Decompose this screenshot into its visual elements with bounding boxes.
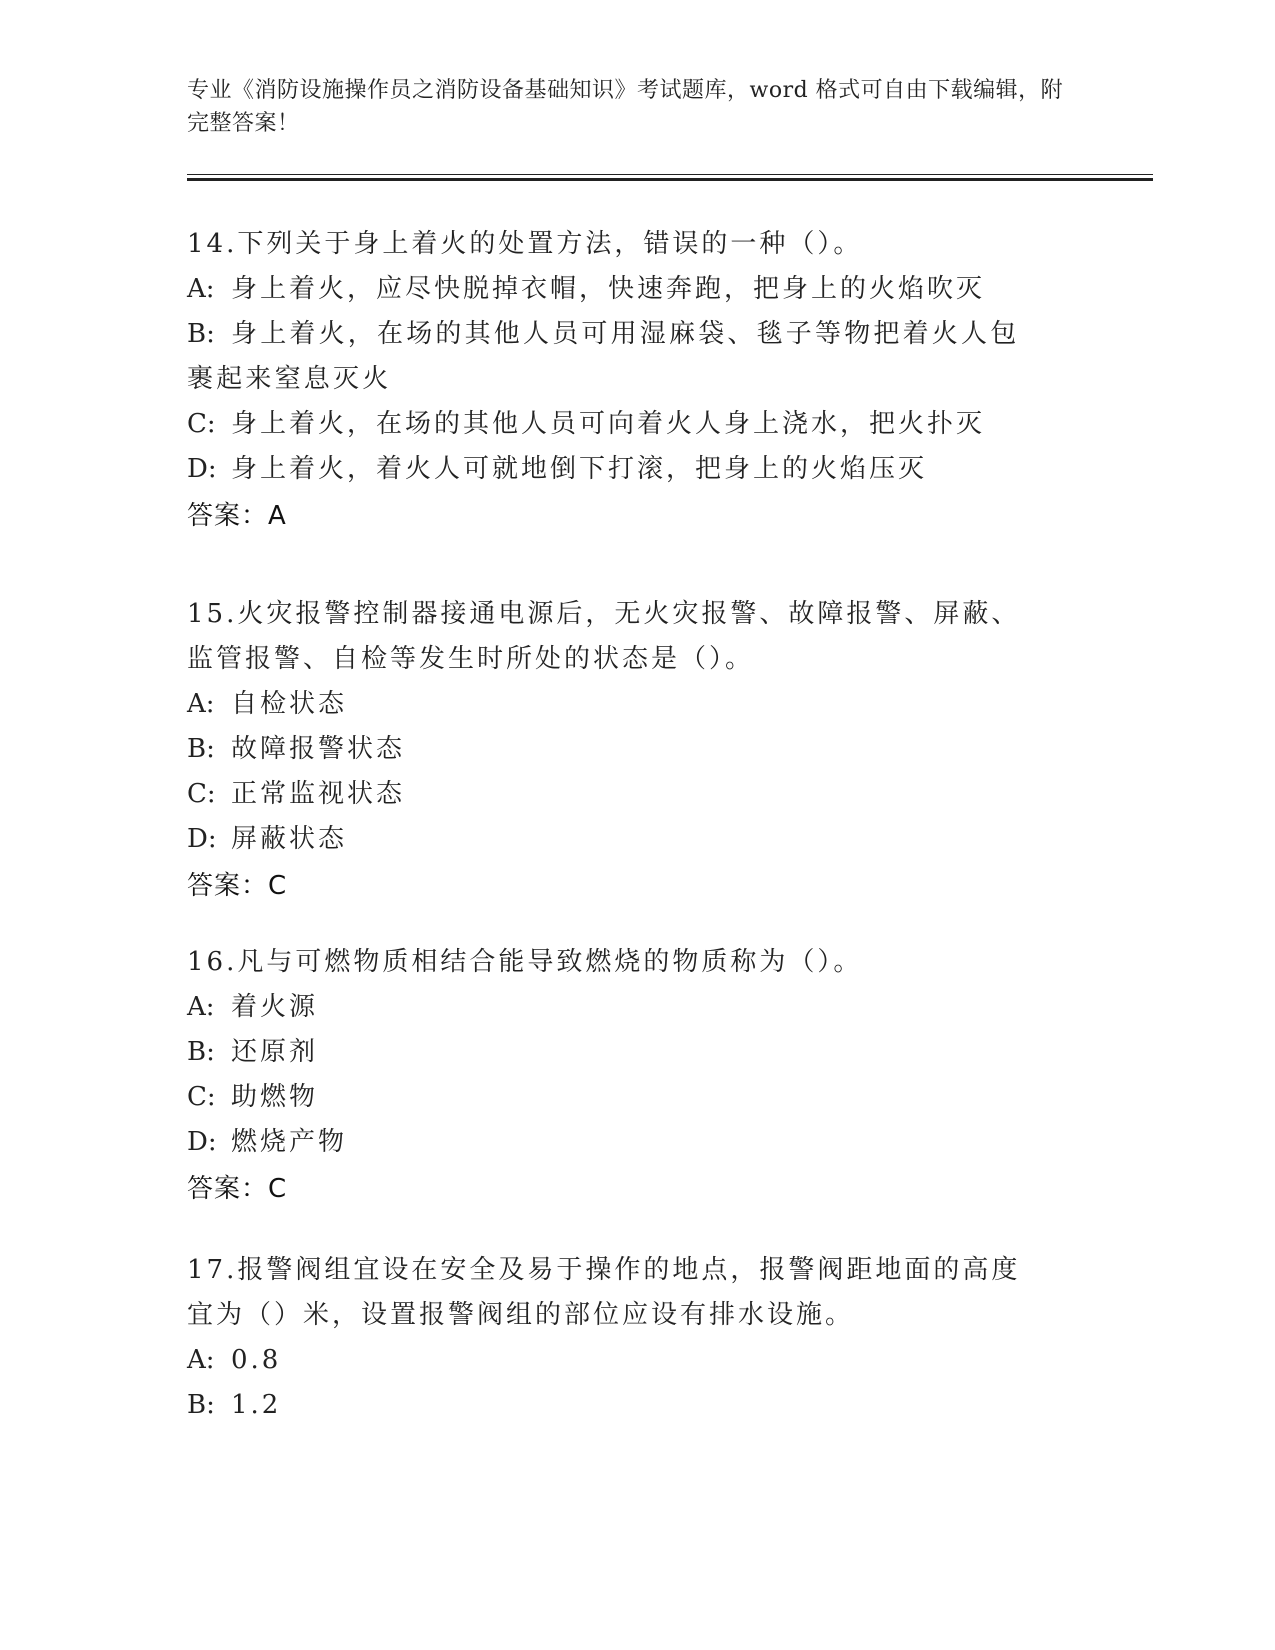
option-text: 故障报警状态 — [231, 734, 406, 764]
option-letter: B: — [187, 319, 215, 349]
option-letter: C: — [187, 409, 216, 439]
header-divider-thin — [187, 174, 1153, 175]
option-text: 正常监视状态 — [231, 779, 406, 809]
answer-label: 答案：C — [187, 871, 288, 901]
question-15 — [187, 592, 1087, 910]
document-header: 专业《消防设施操作员之消防设备基础知识》考试题库，word 格式可自由下载编辑，附完整答案！ — [187, 78, 1064, 136]
question-stem: 17.报警阀组宜设在安全及易于操作的地点，报警阀距地面的高度宜为（）米，设置报警阀组的部位应设有排水设施。 — [187, 1255, 1021, 1330]
question-stem: 14.下列关于身上着火的处置方法，错误的一种（）。 — [187, 229, 863, 259]
option-letter: A: — [187, 1345, 215, 1375]
question-stem: 15.火灾报警控制器接通电源后，无火灾报警、故障报警、屏蔽、监管报警、自检等发生时所处的状态是（）。 — [187, 599, 1021, 674]
question-16 — [187, 940, 1087, 1213]
option-c — [187, 1075, 1087, 1120]
option-a — [187, 267, 1087, 312]
option-letter: C: — [187, 1082, 216, 1112]
option-letter: B: — [187, 1037, 215, 1067]
answer-label: 答案：C — [187, 1174, 288, 1204]
option-letter: A: — [187, 992, 215, 1022]
option-text: 1.2 — [231, 1390, 282, 1420]
option-text: 还原剂 — [231, 1037, 319, 1067]
option-letter: A: — [187, 689, 215, 719]
option-letter: C: — [187, 779, 216, 809]
question-stem: 16.凡与可燃物质相结合能导致燃烧的物质称为（）。 — [187, 947, 863, 977]
option-text: 屏蔽状态 — [231, 824, 348, 854]
option-b — [187, 727, 1087, 772]
header-divider-thick — [187, 178, 1153, 181]
option-c — [187, 402, 1087, 447]
option-text: 身上着火，应尽快脱掉衣帽，快速奔跑，把身上的火焰吹灭 — [231, 274, 986, 304]
option-b — [187, 1383, 1087, 1428]
option-d — [187, 817, 1087, 862]
option-letter: D: — [187, 824, 217, 854]
option-text: 着火源 — [231, 992, 319, 1022]
option-letter: B: — [187, 734, 215, 764]
question-14 — [187, 222, 1087, 540]
option-b — [187, 1030, 1087, 1075]
option-a — [187, 985, 1087, 1030]
option-text: 自检状态 — [231, 689, 348, 719]
option-letter: D: — [187, 1127, 217, 1157]
option-c — [187, 772, 1087, 817]
option-text: 身上着火，在场的其他人员可用湿麻袋、毯子等物把着火人包裹起来窒息灭火 — [187, 319, 1020, 394]
option-letter: D: — [187, 454, 217, 484]
option-a — [187, 682, 1087, 727]
option-text: 身上着火，在场的其他人员可向着火人身上浇水，把火扑灭 — [231, 409, 986, 439]
option-text: 0.8 — [231, 1345, 282, 1375]
option-text: 燃烧产物 — [231, 1127, 348, 1157]
question-17 — [187, 1248, 1087, 1428]
option-text: 身上着火，着火人可就地倒下打滚，把身上的火焰压灭 — [231, 454, 928, 484]
option-a — [187, 1338, 1087, 1383]
option-letter: B: — [187, 1390, 215, 1420]
option-text: 助燃物 — [231, 1082, 319, 1112]
option-letter: A: — [187, 274, 215, 304]
option-d — [187, 1120, 1087, 1165]
option-b — [187, 312, 1047, 402]
answer-label: 答案：A — [187, 501, 287, 531]
option-d — [187, 447, 1087, 492]
